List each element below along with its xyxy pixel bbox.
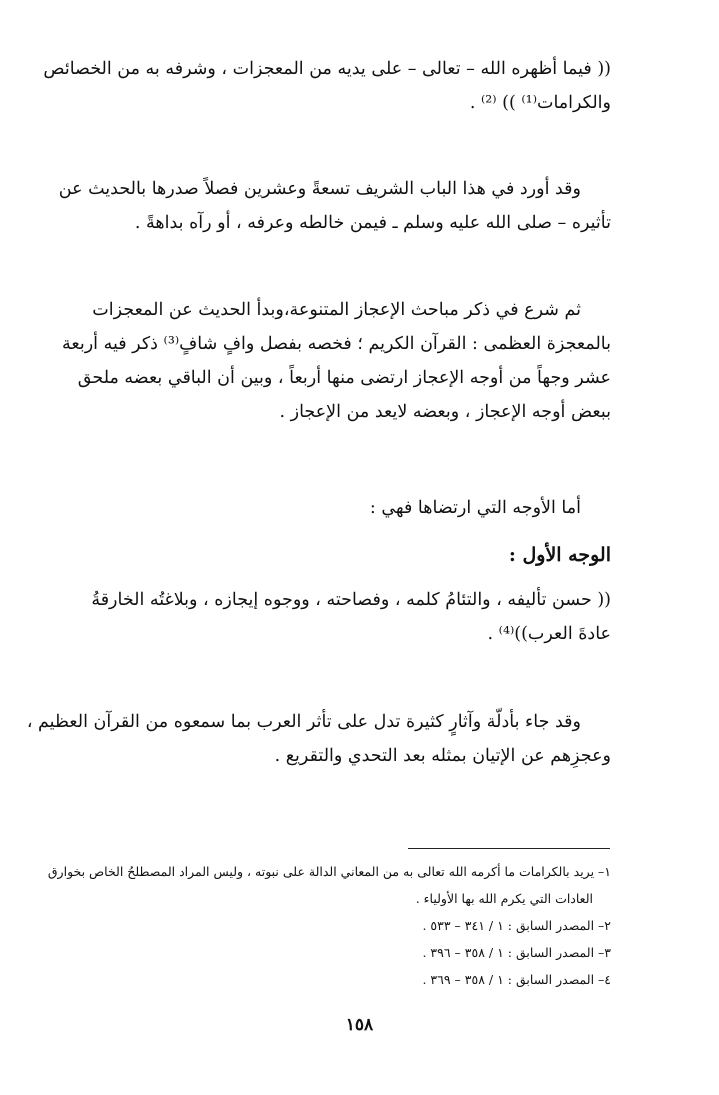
text-line: (( حسن تأليفه ، والتئامُ كلمه ، وفصاحته ، ووجوه إيجازه ، وبلاغتُه الخارقةُ (91, 590, 611, 610)
text-line: عادةَ العرب))⁽⁴⁾ . (487, 624, 611, 644)
text-line: تأثيره – صلى الله عليه وسلم ـ فيمن خالطه وعرفه ، أو رآه بداهةً . (134, 213, 611, 233)
footnote-separator (408, 848, 610, 849)
paragraph-evidence (26, 705, 611, 773)
text-line: والكرامات⁽¹⁾ )) ⁽²⁾ . (469, 93, 611, 113)
footnotes (47, 858, 611, 993)
footnote-2: ٢– المصدر السابق : ١ / ٣٤١ – ٥٣٣ . (422, 918, 611, 933)
page-number: ١٥٨ (345, 1015, 374, 1035)
footnote-3: ٣– المصدر السابق : ١ / ٣٥٨ – ٣٩٦ . (422, 945, 611, 960)
text-line: بالمعجزة العظمى : القرآن الكريم ؛ فخصه بفصل وافٍ شافٍ⁽³⁾ ذكر فيه أربعة (62, 334, 611, 354)
paragraph-chapter-intro (58, 172, 611, 240)
footnote-4: ٤– المصدر السابق : ١ / ٣٥٨ – ٣٦٩ . (422, 972, 611, 987)
paragraph-quote-miracles (43, 52, 611, 120)
text-line: أما الأوجه التي ارتضاها فهي : (369, 498, 581, 518)
paragraph-first-aspect-quote (91, 583, 611, 651)
text-line: وقد أورد في هذا الباب الشريف تسعةً وعشرين فصلاً صدرها بالحديث عن (58, 179, 581, 199)
text-line: ببعض أوجه الإعجاز ، وبعضه لايعد من الإعجاز . (279, 402, 611, 422)
text-line: ثم شرع في ذكر مباحث الإعجاز المتنوعة،وبدأ الحديث عن المعجزات (92, 300, 581, 320)
text-line: وعجزِهم عن الإتيان بمثله بعد التحدي والتقريع . (274, 746, 611, 766)
text-line: وقد جاء بأدلّة وآثارٍ كثيرة تدل على تأثر العرب بما سمعوه من القرآن العظيم ، (26, 712, 581, 732)
section-heading: الوجه الأول : (508, 544, 611, 566)
paragraph-accepted-aspects (109, 491, 611, 525)
footnote-1: ١– يريد بالكرامات ما أكرمه الله تعالى به من المعاني الدالة على نبوته ، وليس المراد المصطلحُ الخاص بخوارق (47, 864, 611, 879)
paragraph-inimitability (62, 293, 611, 429)
text-line: عشر وجهاً من أوجه الإعجاز ارتضى منها أربعاً ، وبين أن الباقي بعضه ملحق (77, 368, 611, 388)
text-line: (( فيما أظهره الله – تعالى – على يديه من المعجزات ، وشرفه به من الخصائص (43, 59, 611, 79)
footnote-1-continued: العادات التي يكرم الله بها الأولياء . (415, 891, 593, 906)
